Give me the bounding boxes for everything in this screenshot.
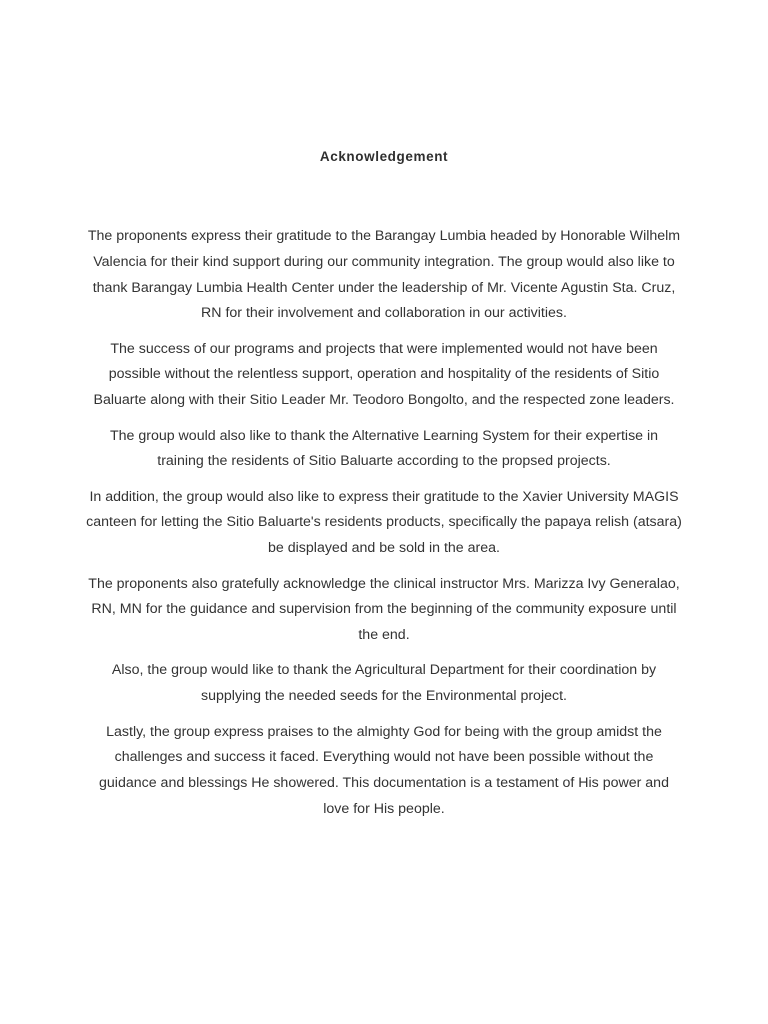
- paragraph-agricultural-department: Also, the group would like to thank the Agricultural Department for their coordination by supplying the needed seeds for the Environmental project.: [111, 662, 657, 705]
- paragraph-xavier-university: In addition, the group would also like to express their gratitude to the Xavier University MAGIS canteen for letting the Sitio Baluarte's residents products, specifically the papaya relish (atsara) be displayed and be sold in the area.: [86, 488, 682, 557]
- page-title: Acknowledgement: [319, 149, 449, 164]
- paragraph-alternative-learning: The group would also like to thank the Alternative Learning System for their expertise in training the residents of Sitio Baluarte according to the propsed projects.: [109, 427, 659, 470]
- paragraph-barangay-lumbia: The proponents express their gratitude to the Barangay Lumbia headed by Honorable Wilhelm Valencia for their kind support during our community integration. The group would also like to thank Barangay Lumbia Health Center under the leadership of Mr. Vicente Agustin Sta. Cruz, RN for their involvement and collaboration in our activities.: [87, 228, 681, 322]
- acknowledgement-body: [86, 224, 682, 832]
- paragraph-sitio-baluarte: The success of our programs and projects that were implemented would not have been possible without the relentless support, operation and hospitality of the residents of Sitio Baluarte along with their Sitio Leader Mr. Teodoro Bongolto, and the respected zone leaders.: [93, 340, 675, 409]
- paragraph-clinical-instructor: The proponents also gratefully acknowledge the clinical instructor Mrs. Marizza Ivy Generalao, RN, MN for the guidance and supervision from the beginning of the community exposure until the end.: [88, 575, 680, 644]
- paragraph-almighty-god: Lastly, the group express praises to the almighty God for being with the group amidst the challenges and success it faced. Everything would not have been possible without the guidance and blessings He showered. This documentation is a testament of His power and love for His people.: [99, 723, 669, 817]
